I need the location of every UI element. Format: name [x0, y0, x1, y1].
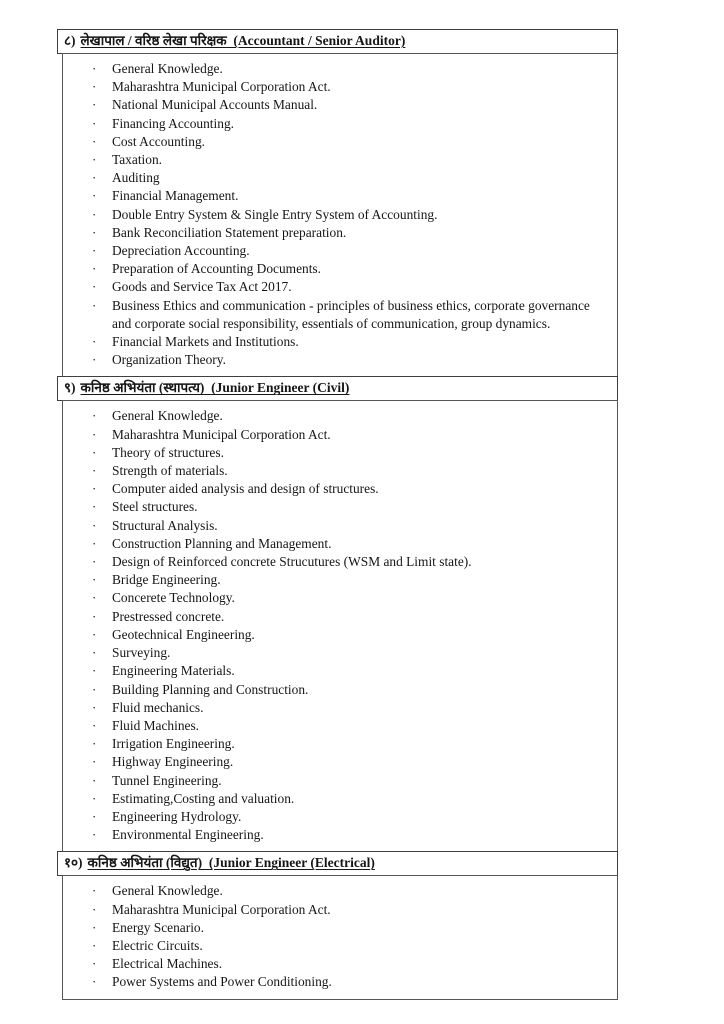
topic-item [92, 937, 611, 955]
syllabus-section [57, 851, 618, 999]
topic-item [92, 462, 611, 480]
topic-label: Maharashtra Municipal Corporation Act. [112, 79, 331, 95]
bullet-icon: · [92, 426, 97, 442]
bullet-icon: · [92, 535, 97, 551]
bullet-icon: · [92, 97, 97, 113]
topic-label: Business Ethics and communication - principles of business ethics, corporate governance and corporate social responsibility, essentials of communication, group dynamics. [112, 297, 590, 331]
bullet-icon: · [92, 681, 97, 697]
topic-item [92, 297, 611, 333]
bullet-icon: · [92, 772, 97, 788]
topic-label: Engineering Hydrology. [112, 808, 242, 824]
bullet-icon: · [92, 115, 97, 131]
bullet-icon: · [92, 79, 97, 95]
topic-list [63, 60, 611, 369]
topic-label: Goods and Service Tax Act 2017. [112, 279, 292, 295]
topic-item [92, 644, 611, 662]
topic-label: General Knowledge. [112, 61, 223, 76]
topic-label: Bank Reconciliation Statement preparation. [112, 224, 347, 240]
topic-item [92, 955, 611, 973]
topic-label: Power Systems and Power Conditioning. [112, 974, 332, 990]
topic-item [92, 919, 611, 937]
bullet-icon: · [92, 481, 97, 497]
section-body [62, 400, 618, 852]
section-header [57, 376, 618, 401]
topic-label: Fluid Machines. [112, 717, 200, 733]
topic-item [92, 96, 611, 114]
section-header [57, 851, 618, 876]
bullet-icon: · [92, 499, 97, 515]
topic-list [63, 407, 611, 844]
topic-label: Concerete Technology. [112, 590, 235, 606]
topic-label: Bridge Engineering. [112, 572, 221, 588]
bullet-icon: · [92, 590, 97, 606]
topic-item [92, 169, 611, 187]
section-number: १०) [64, 855, 83, 871]
bullet-icon: · [92, 754, 97, 770]
bullet-icon: · [92, 974, 97, 990]
topic-item [92, 626, 611, 644]
section-title: कनिष्ठ अभियंता (स्थापत्य) (Junior Engineer (Civil) [80, 380, 350, 396]
section-number: ८) [64, 33, 76, 48]
bullet-icon: · [92, 717, 97, 733]
bullet-icon: · [92, 279, 97, 295]
bullet-icon: · [92, 937, 97, 953]
bullet-icon: · [92, 919, 97, 935]
topic-item [92, 333, 611, 351]
topic-label: Cost Accounting. [112, 133, 205, 149]
topic-item [92, 498, 611, 516]
topic-label: Depreciation Accounting. [112, 243, 250, 259]
topic-label: Engineering Materials. [112, 663, 235, 679]
topic-item [92, 790, 611, 808]
topic-item [92, 535, 611, 553]
topic-label: Electrical Machines. [112, 956, 223, 972]
bullet-icon: · [92, 206, 97, 222]
topic-item [92, 444, 611, 462]
topic-label: Prestressed concrete. [112, 608, 225, 624]
topic-label: Electric Circuits. [112, 937, 203, 953]
section-body [62, 875, 618, 999]
topic-label: Energy Scenario. [112, 919, 204, 935]
topic-item [92, 426, 611, 444]
topic-item [92, 662, 611, 680]
bullet-icon: · [92, 572, 97, 588]
topic-item [92, 260, 611, 278]
topic-label: Maharashtra Municipal Corporation Act. [112, 901, 331, 917]
topic-label: Auditing [112, 170, 160, 186]
topic-item [92, 60, 611, 78]
bullet-icon: · [92, 663, 97, 679]
topic-item [92, 753, 611, 771]
bullet-icon: · [92, 883, 97, 899]
bullet-icon: · [92, 736, 97, 752]
topic-item [92, 772, 611, 790]
bullet-icon: · [92, 790, 97, 806]
topic-item [92, 589, 611, 607]
topic-label: Design of Reinforced concrete Strucutures (WSM and Limit state). [112, 554, 472, 570]
topic-item [92, 278, 611, 296]
topic-item [92, 882, 611, 900]
topic-item [92, 187, 611, 205]
bullet-icon: · [92, 626, 97, 642]
topic-label: Computer aided analysis and design of structures. [112, 481, 379, 497]
section-header [57, 29, 618, 54]
topic-list [63, 882, 611, 991]
topic-label: Tunnel Engineering. [112, 772, 222, 788]
topic-item [92, 901, 611, 919]
topic-item [92, 151, 611, 169]
section-title: कनिष्ठ अभियंता (विद्युत) (Junior Engineer (Electrical) [87, 855, 375, 871]
topic-label: Taxation. [112, 152, 163, 168]
section-number: ९) [64, 380, 76, 396]
bullet-icon: · [92, 408, 97, 424]
topic-label: General Knowledge. [112, 408, 223, 424]
syllabus-document [57, 29, 618, 1000]
topic-label: Environmental Engineering. [112, 827, 264, 843]
section-title: लेखापाल / वरिष्ठ लेखा परिक्षक (Accountant / Senior Auditor) [80, 33, 406, 48]
bullet-icon: · [92, 261, 97, 277]
topic-item [92, 78, 611, 96]
topic-label: Geotechnical Engineering. [112, 626, 255, 642]
bullet-icon: · [92, 170, 97, 186]
topic-label: Maharashtra Municipal Corporation Act. [112, 426, 331, 442]
topic-label: Financing Accounting. [112, 115, 234, 131]
bullet-icon: · [92, 352, 97, 368]
topic-label: Double Entry System & Single Entry System of Accounting. [112, 206, 438, 222]
bullet-icon: · [92, 645, 97, 661]
topic-item [92, 351, 611, 369]
bullet-icon: · [92, 188, 97, 204]
topic-item [92, 480, 611, 498]
topic-item [92, 735, 611, 753]
topic-item [92, 826, 611, 844]
bullet-icon: · [92, 608, 97, 624]
bullet-icon: · [92, 956, 97, 972]
syllabus-section [57, 376, 618, 852]
bullet-icon: · [92, 224, 97, 240]
bullet-icon: · [92, 243, 97, 259]
bullet-icon: · [92, 517, 97, 533]
topic-label: Construction Planning and Management. [112, 535, 332, 551]
topic-label: Highway Engineering. [112, 754, 234, 770]
bullet-icon: · [92, 61, 97, 76]
bullet-icon: · [92, 334, 97, 350]
topic-label: Surveying. [112, 645, 171, 661]
bullet-icon: · [92, 463, 97, 479]
topic-item [92, 224, 611, 242]
bullet-icon: · [92, 901, 97, 917]
topic-label: Steel structures. [112, 499, 198, 515]
topic-label: Preparation of Accounting Documents. [112, 261, 321, 277]
bullet-icon: · [92, 152, 97, 168]
bullet-icon: · [92, 444, 97, 460]
topic-item [92, 242, 611, 260]
topic-label: Irrigation Engineering. [112, 736, 235, 752]
topic-item [92, 115, 611, 133]
topic-item [92, 973, 611, 991]
topic-item [92, 699, 611, 717]
topic-item [92, 717, 611, 735]
topic-label: Financial Markets and Institutions. [112, 334, 299, 350]
topic-label: Strength of materials. [112, 463, 228, 479]
section-list [57, 29, 618, 1000]
topic-label: Estimating,Costing and valuation. [112, 790, 295, 806]
bullet-icon: · [92, 827, 97, 843]
topic-item [92, 517, 611, 535]
topic-item [92, 407, 611, 425]
bullet-icon: · [92, 699, 97, 715]
topic-item [92, 808, 611, 826]
topic-label: Organization Theory. [112, 352, 226, 368]
section-body [62, 53, 618, 377]
topic-label: Theory of structures. [112, 444, 224, 460]
topic-label: Fluid mechanics. [112, 699, 204, 715]
topic-item [92, 608, 611, 626]
topic-label: National Municipal Accounts Manual. [112, 97, 318, 113]
bullet-icon: · [92, 554, 97, 570]
bullet-icon: · [92, 133, 97, 149]
topic-item [92, 206, 611, 224]
bullet-icon: · [92, 297, 97, 313]
topic-item [92, 553, 611, 571]
topic-label: Building Planning and Construction. [112, 681, 309, 697]
topic-item [92, 133, 611, 151]
topic-item [92, 571, 611, 589]
topic-label: General Knowledge. [112, 883, 223, 899]
topic-label: Financial Management. [112, 188, 239, 204]
syllabus-section [57, 29, 618, 377]
bullet-icon: · [92, 808, 97, 824]
topic-label: Structural Analysis. [112, 517, 218, 533]
topic-item [92, 681, 611, 699]
